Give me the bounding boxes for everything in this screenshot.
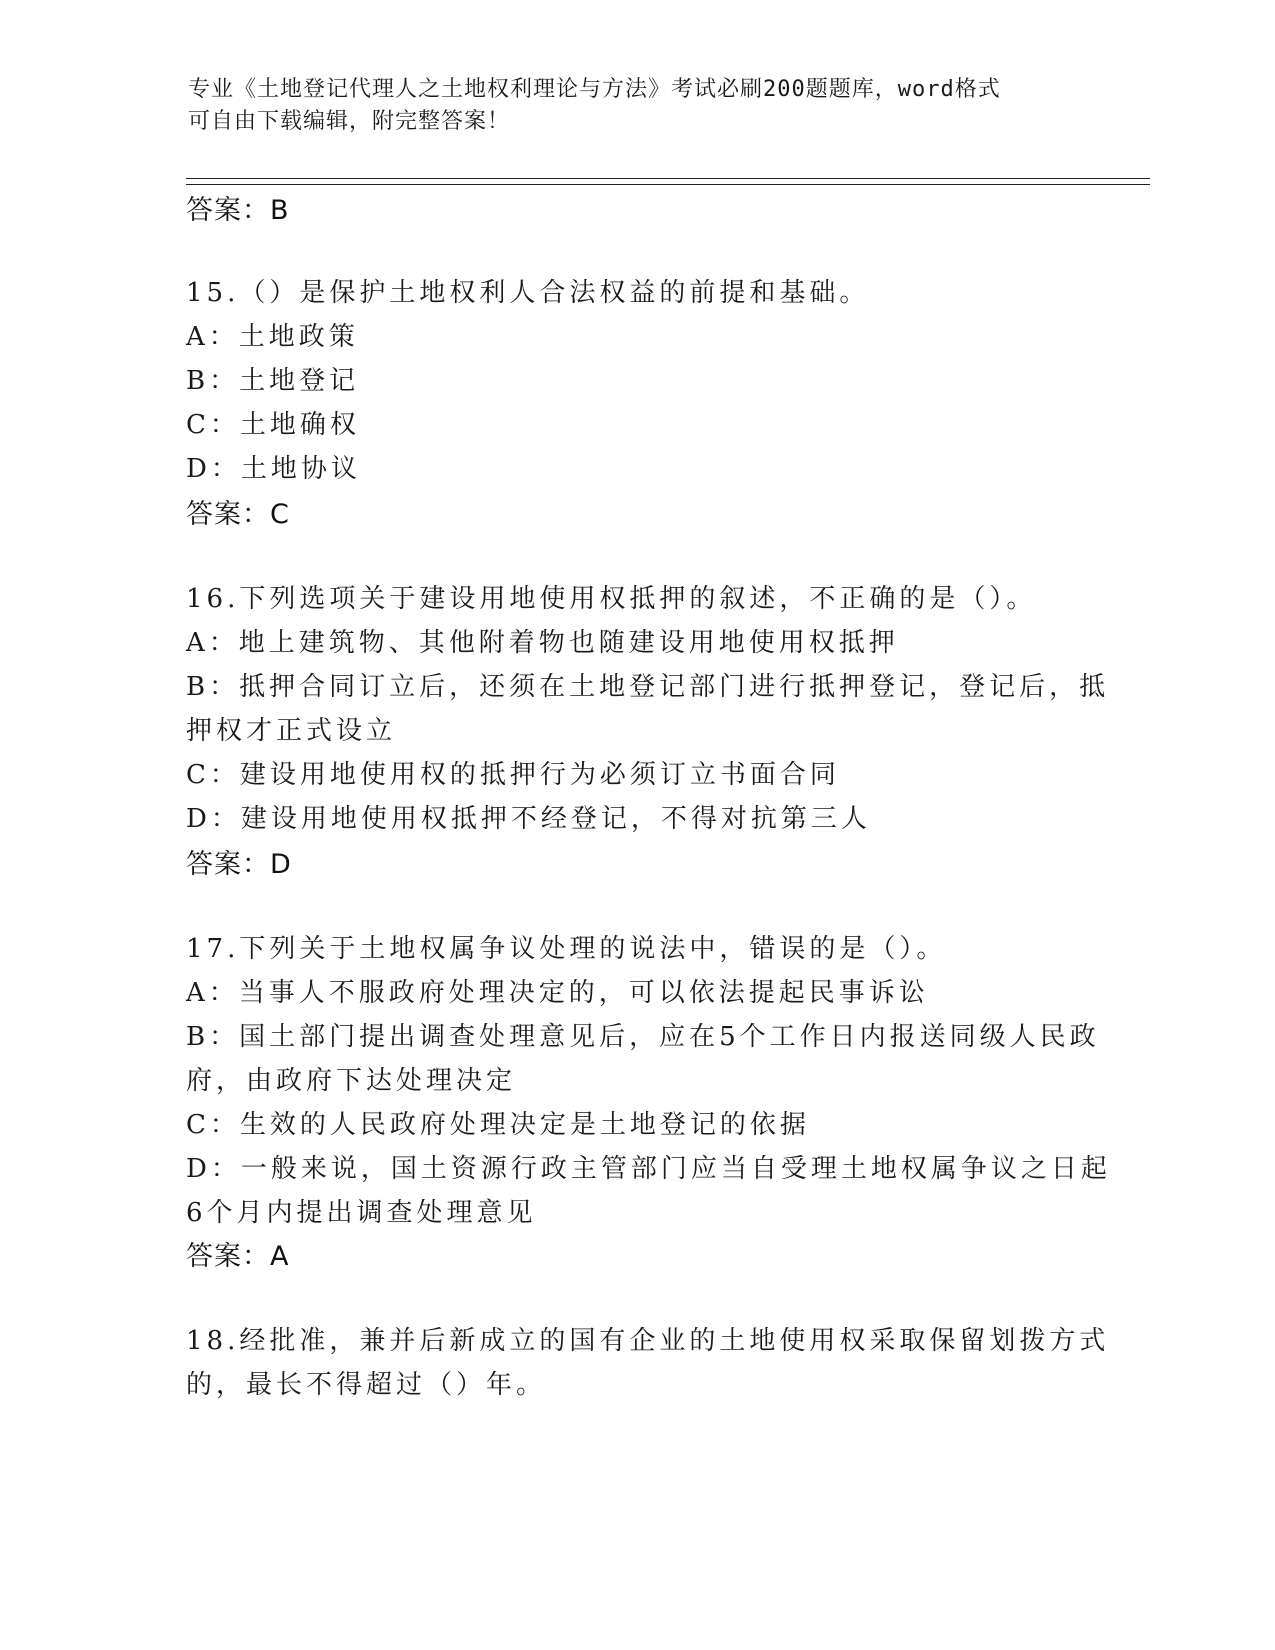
answer-15: 答案：C <box>186 499 290 530</box>
question-16-option-d: D：建设用地使用权抵押不经登记，不得对抗第三人 <box>186 804 871 834</box>
question-15-option-b: B：土地登记 <box>186 366 360 396</box>
question-16-option-a: A：地上建筑物、其他附着物也随建设用地使用权抵押 <box>186 628 899 658</box>
question-16-option-c: C：建设用地使用权的抵押行为必须订立书面合同 <box>186 760 840 790</box>
question-17-option-d-line-1: D：一般来说，国土资源行政主管部门应当自受理土地权属争议之日起 <box>186 1154 1111 1184</box>
answer-14: 答案：B <box>186 195 290 226</box>
question-15-option-c: C：土地确权 <box>186 410 360 440</box>
header-line-1: 专业《土地登记代理人之土地权利理论与方法》考试必刷200题题库，word格式 <box>188 77 1001 102</box>
answer-16: 答案：D <box>186 849 292 880</box>
question-18-stem-line-2: 的，最长不得超过（）年。 <box>186 1370 547 1400</box>
question-17-option-b-line-1: B：国土部门提出调查处理意见后，应在5个工作日内报送同级人民政 <box>186 1022 1100 1052</box>
question-15-stem: 15.（）是保护土地权利人合法权益的前提和基础。 <box>186 278 870 308</box>
question-17-option-a: A：当事人不服政府处理决定的，可以依法提起民事诉讼 <box>186 978 929 1008</box>
document-header <box>188 74 1068 138</box>
question-15-option-d: D：土地协议 <box>186 454 361 484</box>
header-line-2: 可自由下载编辑，附完整答案！ <box>188 109 511 134</box>
question-16-option-b-line-1: B：抵押合同订立后，还须在土地登记部门进行抵押登记，登记后，抵 <box>186 672 1110 702</box>
question-16-stem: 16.下列选项关于建设用地使用权抵押的叙述，不正确的是（）。 <box>186 584 1037 614</box>
question-16-option-b-line-2: 押权才正式设立 <box>186 716 397 746</box>
question-17-option-c: C：生效的人民政府处理决定是土地登记的依据 <box>186 1110 810 1140</box>
question-15-option-a: A：土地政策 <box>186 322 359 352</box>
header-divider-bottom <box>186 184 1150 185</box>
question-17-stem: 17.下列关于土地权属争议处理的说法中，错误的是（）。 <box>186 934 947 964</box>
answer-17: 答案：A <box>186 1241 290 1272</box>
question-17-option-d-line-2: 6个月内提出调查处理意见 <box>186 1198 537 1228</box>
question-18-stem-line-1: 18.经批准，兼并后新成立的国有企业的土地使用权采取保留划拨方式 <box>186 1326 1110 1356</box>
header-divider-top <box>186 178 1150 179</box>
question-17-option-b-line-2: 府，由政府下达处理决定 <box>186 1066 517 1096</box>
